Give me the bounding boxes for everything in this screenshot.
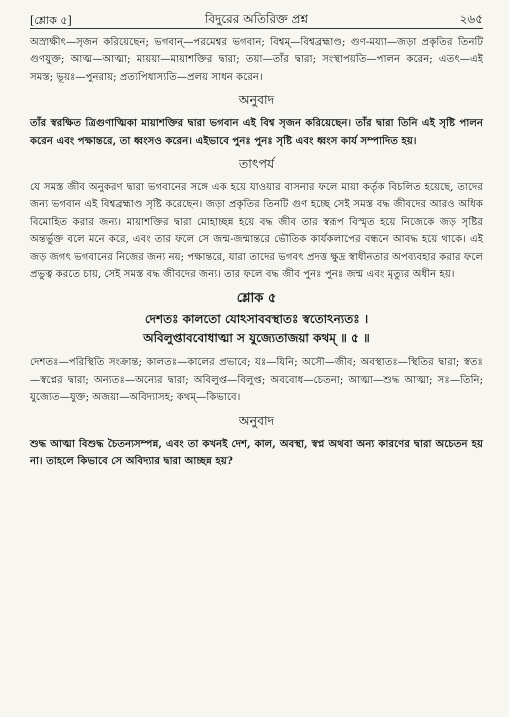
translation-text-2: শুদ্ধ আত্মা বিশুদ্ধ চৈতন্যসম্পন্ন, এবং তা কখনই দেশ, কাল, অবস্থা, স্বপ্ন অথবা অন্য কারণের দ্বারা অচেতন হয় না। তাহলে কিভাবে সে অবিদ্যার দ্বারা আচ্ছন্ন হয়? — [30, 437, 483, 468]
translation-heading-2: অনুবাদ — [238, 412, 275, 428]
chapter-title: বিদুরের অতিরিক্ত প্রশ্ন — [204, 12, 309, 26]
purport-heading: তাৎপর্য — [238, 156, 275, 172]
page-header — [30, 8, 483, 29]
verse-number: শ্লোক ৫ — [236, 291, 277, 307]
word-meanings-previous: অস্রাক্ষীৎ—সৃজন করিয়েছেন; ভগবান্—পরমেশ্বর ভগবান; বিশ্বম্—বিশ্বব্রহ্মাণ্ড; গুণ-ময্যা—জড়া প্রকৃতির তিনটি গুণযুক্ত; আত্ম—আত্মা; মায়য়া—মায়াশক্তির দ্বারা; তয়া—তাঁর দ্বারা; সংস্থাপয়তি—পালন করেন; এতৎ—এই সমস্ত; ভূয়ঃ—পুনরায়; প্রত্যপিধাস্যতি—প্রলয় সাধন করেন। — [30, 37, 483, 83]
verse-line-1: দেশতঃ কালতো যোঽসাববস্থাতঃ স্বতোঽন্যতঃ । — [144, 312, 369, 327]
translation-text: তাঁর স্বরক্ষিত ত্রিগুণাত্মিকা মায়াশক্তির দ্বারা ভগবান এই বিশ্ব সৃজন করিয়েছেন। তাঁর দ্বারা তিনি এই সৃষ্টি পালন করেন এবং পক্ষান্তরে, তা ধ্বংসও করেন। এইভাবে পুনঃ পুনঃ সৃষ্টি এবং ধ্বংস কার্য সম্পাদিত হয়। — [30, 117, 483, 147]
verse-reference: [শ্লোক ৫] — [30, 14, 72, 27]
word-meanings: দেশতঃ—পরিস্থিতি সংক্রান্ত; কালতঃ—কালের প্রভাবে; যঃ—যিনি; অসৌ—জীব; অবস্থাতঃ—স্থিতির দ্বারা; স্বতঃ—স্বপ্নের দ্বারা; অন্যতঃ—অন্যের দ্বারা; অবিলুপ্ত—বিলুপ্ত; অববোধ—চেতনা; আত্মা—শুদ্ধ আত্মা; সঃ—তিনি; যুজ্যেত—যুক্ত; অজয়া—অবিদ্যাসহ; কথম্—কিভাবে। — [30, 357, 483, 404]
purport-text: যে সমস্ত জীব অনুকরণ দ্বারা ভগবানের সঙ্গে এক হয়ে যাওয়ার বাসনার ফলে মায়া কর্তৃক বিচলিত হয়েছে, তাদের জন্য ভগবান এই বিশ্বব্রহ্মাণ্ড সৃষ্টি করেছেন। জড়া প্রকৃতির তিনটি গুণ হচ্ছে সেই সমস্ত বদ্ধ জীবদের আরও অধিক বিমোহিত করার জন্য। মায়াশক্তির দ্বারা মোহাচ্ছন্ন হয়ে বদ্ধ জীব তার স্বরূপ বিস্মৃত হয়ে নিজেকে জড় সৃষ্টির অন্তর্ভুক্ত বলে মনে করে, এবং তার ফলে সে জন্ম-জন্মান্তরে ভৌতিক কার্যকলাপের বন্ধনে আবদ্ধ হয়ে থাকে। এই জড় জগৎ ভগবানের নিজের জন্য নয়; পক্ষান্তরে, যারা তাদের ভগবৎ প্রদত্ত ক্ষুদ্র স্বাধীনতার অপব্যবহার করার ফলে প্রভুত্ব করতে চায়, সেই সমস্ত বদ্ধ জীবদের জন্য। তার ফলে বদ্ধ জীব পুনঃ পুনঃ জন্ম এবং মৃত্যুর অধীন হয়। — [30, 182, 483, 281]
page-number: ২৬৫ — [459, 12, 483, 26]
verse-line-2: অবিলুপ্তাববোধাত্মা স যুজ্যেতাজয়া কথম্ ॥ ৫ ॥ — [143, 331, 370, 346]
verse-block — [30, 289, 483, 348]
translation-heading: অনুবাদ — [238, 92, 275, 108]
